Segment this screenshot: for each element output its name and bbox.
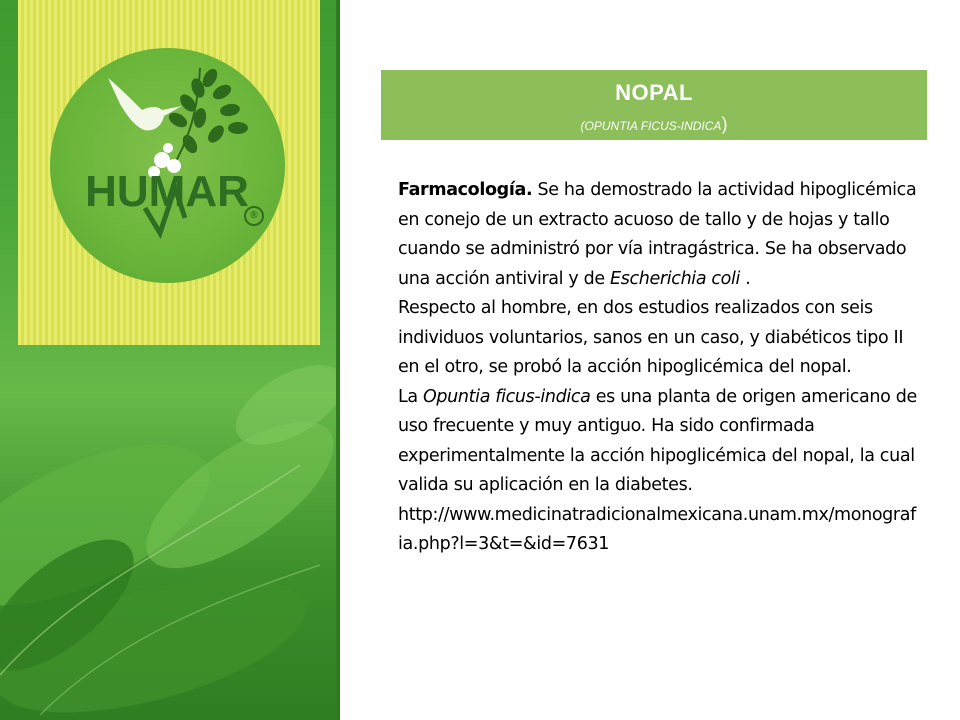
registered-mark: ® <box>244 206 264 226</box>
body-text <box>398 176 918 560</box>
humar-logo <box>50 48 285 283</box>
scientific-name: (OPUNTIA FICUS-INDICA <box>580 119 722 133</box>
logo-wordmark: HUMAR <box>85 167 249 216</box>
panel-edge <box>336 0 340 720</box>
decorative-leaves <box>0 345 340 720</box>
paragraph-origin <box>398 383 918 501</box>
paragraph-pharmacology <box>398 176 918 294</box>
paragraph-text: Se ha demostrado la actividad hipoglicémica en conejo de un extracto acuoso de tallo y de hojas y tallo cuando se administró por vía intragástrica. Se ha observado una acción antiviral y de <box>398 180 917 289</box>
source-url[interactable] <box>398 501 918 560</box>
subtitle-close-paren: ) <box>721 114 728 134</box>
paragraph-text: es una planta de origen americano de uso frecuente y muy antiguo. Ha sido confirmada experimentalmente la acción hipoglicémica del nopal, la cual valida su aplicación en la diabetes. <box>398 386 917 495</box>
title-banner <box>381 70 927 140</box>
page-title: NOPAL <box>615 80 693 105</box>
species-name: Escherichia coli <box>610 268 741 289</box>
paragraph-human-studies: Respecto al hombre, en dos estudios realizados con seis individuos voluntarios, sanos en un caso, y diabéticos tipo II en el otro, se probó la acción hipoglicémica del nopal. <box>398 298 904 377</box>
left-decorative-panel <box>0 0 340 720</box>
paragraph-text: . <box>740 268 751 289</box>
paragraph-text: La <box>398 386 423 407</box>
page-subtitle <box>381 114 927 135</box>
pharmacology-label: Farmacología. <box>398 180 533 200</box>
species-name: Opuntia ficus-indica <box>423 386 591 407</box>
source-url-text[interactable]: http://www.medicinatradicionalmexicana.unam.mx/monografia.php?l=3&t=&id=7631 <box>398 504 916 554</box>
